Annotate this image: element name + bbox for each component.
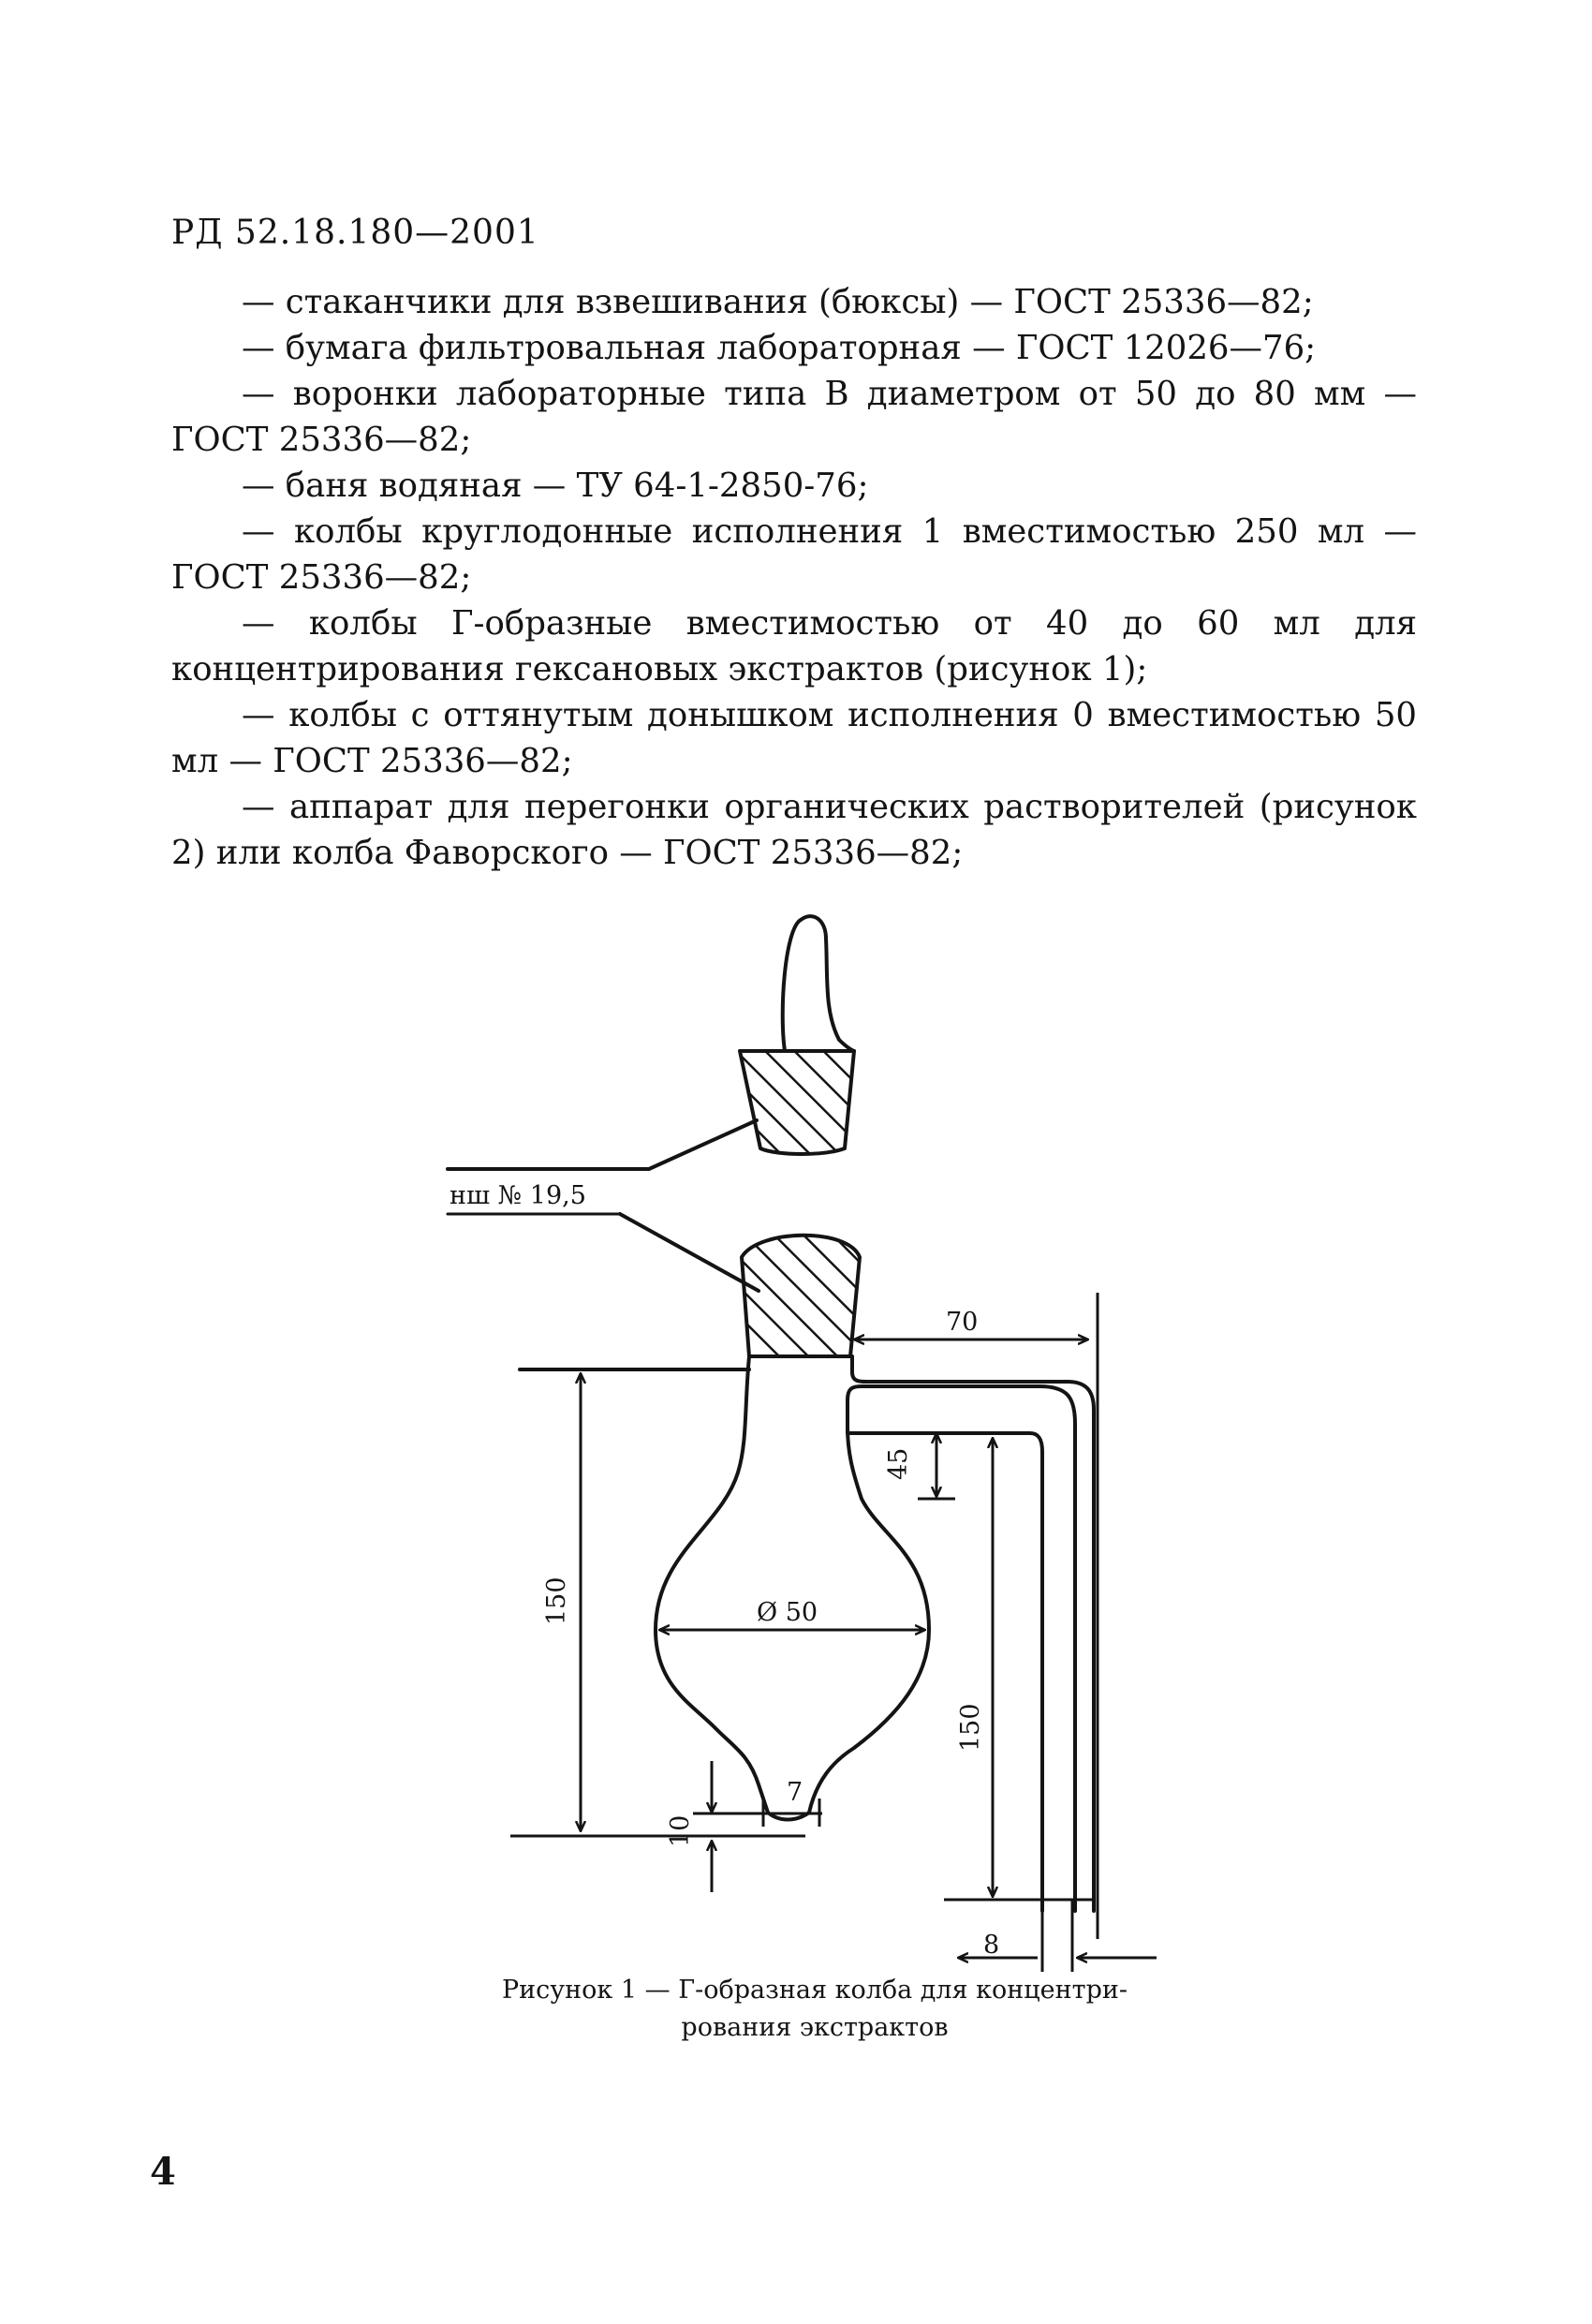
figure-caption — [337, 1972, 1292, 2047]
joint-label-leader — [620, 1214, 759, 1291]
list-item: — бумага фильтровальная лабораторная — ГОСТ 12026—76; — [242, 329, 1317, 367]
list-item: — аппарат для перегонки органических растворителей (рисунок 2) или колба Фаворского — ГОСТ 25336—82; — [171, 788, 1417, 872]
caption-line-2: рования экстрактов — [681, 2013, 949, 2042]
dim-10-label: 10 — [666, 1814, 695, 1847]
stopper-leader-line — [448, 1120, 757, 1169]
dim-150-right-label: 150 — [956, 1703, 985, 1752]
flask-side-arm-upper — [852, 1356, 1094, 1911]
dim-150-left-label: 150 — [542, 1576, 571, 1625]
list-item: — колбы круглодонные исполнения 1 вместимостью 250 мл — ГОСТ 25336—82; — [171, 512, 1417, 597]
dim-diameter-label: Ø 50 — [757, 1598, 818, 1627]
list-item: — стаканчики для взвешивания (бюксы) — ГОСТ 25336—82; — [242, 283, 1314, 321]
caption-line-1: Рисунок 1 — Г-образная колба для концентри- — [502, 1976, 1128, 2005]
flask-outline — [656, 1356, 1075, 1911]
list-item: — колбы с оттянутым донышком исполнения 0 вместимостью 50 мл — ГОСТ 25336—82; — [171, 696, 1417, 780]
list-item: — колбы Г-образные вместимостью от 40 до 60 мл для концентрирования гексановых экстрактов (рисунок 1); — [171, 604, 1417, 688]
document-code-header: РД 52.18.180—2001 — [171, 214, 539, 252]
neck-joint — [742, 1236, 860, 1356]
dim-70-label: 70 — [946, 1308, 979, 1337]
dim-8-label: 8 — [983, 1931, 1000, 1960]
stopper-handle — [783, 916, 854, 1051]
page-number: 4 — [150, 2150, 176, 2194]
dim-7-label: 7 — [787, 1778, 803, 1807]
equipment-list — [171, 279, 1417, 876]
figure-1-l-shaped-flask — [0, 899, 1592, 1986]
flask-drawing — [0, 899, 1592, 1986]
joint-size-label: нш № 19,5 — [450, 1181, 586, 1210]
stopper-body — [740, 1051, 854, 1154]
list-item: — воронки лабораторные типа В диаметром от 50 до 80 мм — ГОСТ 25336—82; — [171, 375, 1417, 459]
dim-45-label: 45 — [884, 1447, 913, 1480]
list-item: — баня водяная — ТУ 64-1-2850-76; — [242, 466, 869, 505]
